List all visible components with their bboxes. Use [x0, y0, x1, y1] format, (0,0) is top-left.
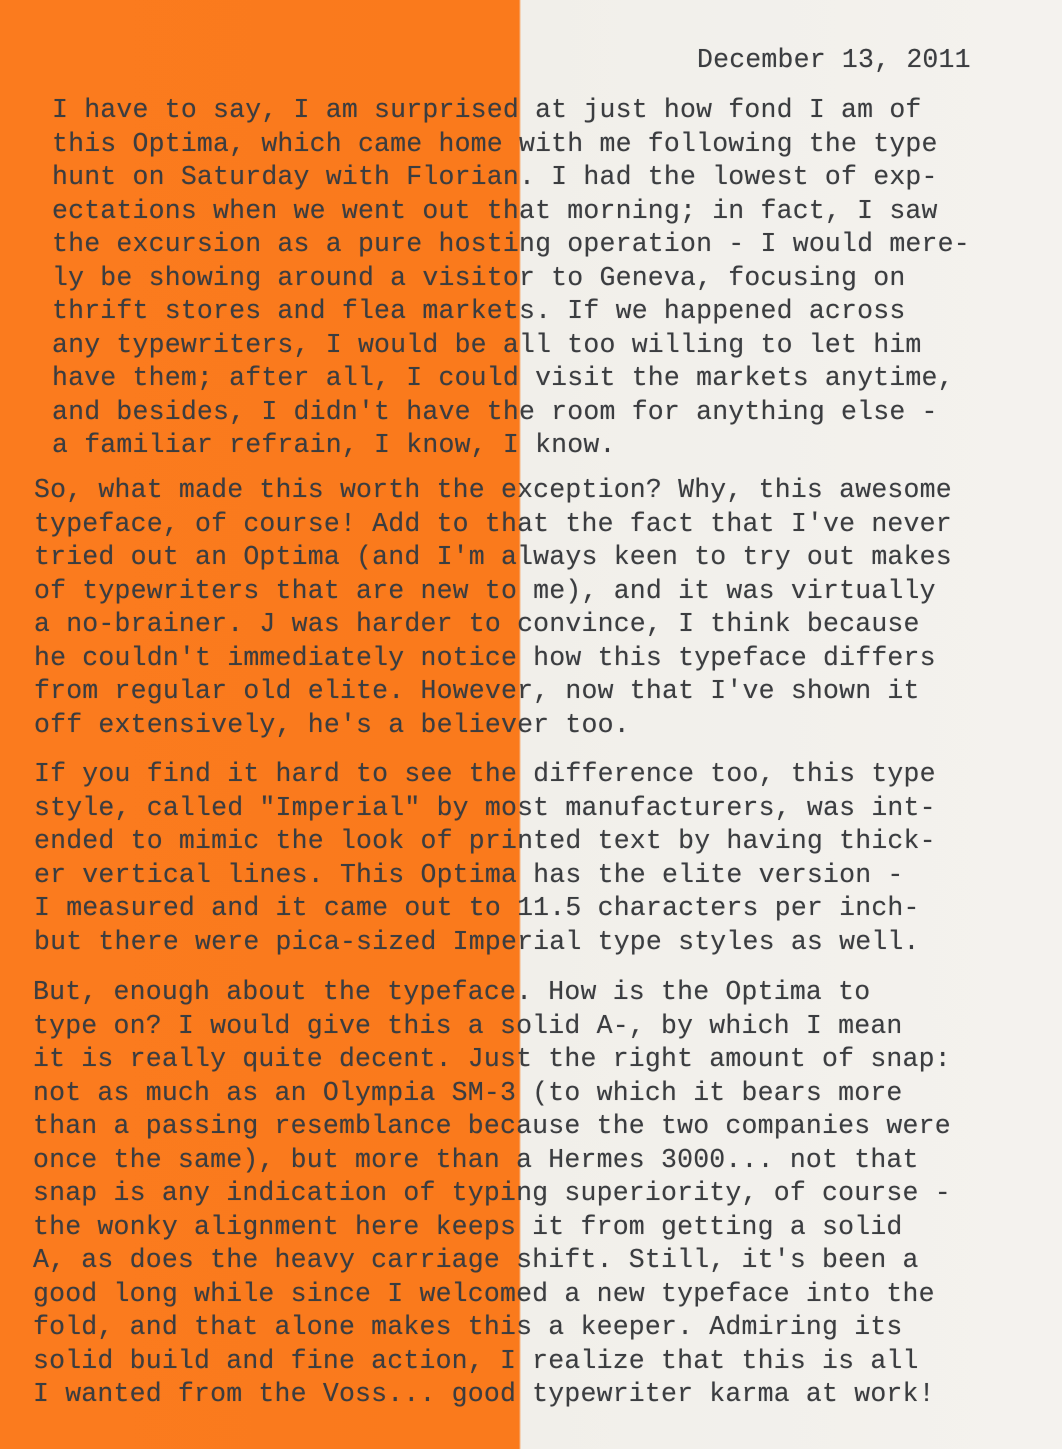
text-line: he couldn't immediately notice how this typeface differs — [34, 642, 936, 673]
text-line: ly be showing around a visitor to Geneva, focusing on — [52, 262, 906, 293]
text-line: and besides, I didn't have the room for anything else - — [52, 396, 938, 427]
text-line: thrift stores and flea markets. If we happened across — [52, 296, 906, 326]
text-line: But, enough about the typeface. How is the Optima to — [33, 977, 871, 1007]
text-line: any typewriters, I would be all too willing to let him — [52, 329, 922, 360]
text-line: the wonky alignment here keeps it from getting a solid — [33, 1211, 903, 1242]
text-line: the excursion as a pure hosting operation - I would mere- — [52, 229, 970, 259]
text-line: once the same), but more than a Hermes 3000... not that — [33, 1144, 919, 1175]
text-line: ended to mimic the look of printed text by having thick- — [34, 826, 936, 856]
text-line: er vertical lines. This Optima has the elite version - — [34, 859, 904, 890]
text-line: I have to say, I am surprised at just how fond I am of — [52, 95, 922, 125]
text-line: than a passing resemblance because the two companies were — [33, 1111, 951, 1141]
paragraph-2 — [34, 474, 1062, 742]
text-line: not as much as an Olympia SM-3 (to which it bears more — [33, 1077, 903, 1108]
text-line: good long while since I welcomed a new typeface into the — [33, 1278, 935, 1309]
text-line: fold, and that alone makes this a keeper. Admiring its — [33, 1312, 903, 1342]
text-line: but there were pica-sized Imperial type styles as well. — [34, 926, 920, 957]
paragraph-4 — [33, 976, 1062, 1412]
text-line: I wanted from the Voss... good typewriter karma at work! — [33, 1379, 935, 1409]
text-line: style, called "Imperial" by most manufacturers, was int- — [34, 792, 936, 823]
text-line: a familiar refrain, I know, I know. — [52, 430, 616, 460]
text-line: this Optima, which came home with me following the type — [52, 128, 938, 159]
text-line: type on? I would give this a solid A-, by which I mean — [33, 1010, 903, 1041]
text-line: solid build and fine action, I realize that this is all — [33, 1345, 919, 1376]
paragraph-3 — [34, 758, 1062, 959]
text-line: hunt on Saturday with Florian. I had the lowest of exp- — [52, 162, 938, 192]
text-line: typeface, of course! Add to that the fact that I've never — [34, 508, 952, 539]
letter-date: December 13, 2011 — [697, 45, 971, 75]
text-line: So, what made this worth the exception? Why, this awesome — [34, 475, 952, 505]
paragraph-1 — [52, 94, 1062, 463]
text-line: snap is any indication of typing superiority, of course - — [33, 1178, 951, 1208]
text-line: of typewriters that are new to me), and it was virtually — [34, 575, 936, 606]
text-line: off extensively, he's a believer too. — [34, 709, 630, 740]
text-line: ectations when we went out that morning; in fact, I saw — [52, 195, 938, 226]
text-line: have them; after all, I could visit the markets anytime, — [52, 363, 954, 393]
text-line: a no-brainer. J was harder to convince, I think because — [34, 609, 920, 639]
text-line: I measured and it came out to 11.5 characters per inch- — [34, 893, 920, 923]
text-line: from regular old elite. However, now that I've shown it — [34, 676, 920, 706]
text-line: it is really quite decent. Just the right amount of snap: — [33, 1044, 951, 1074]
text-line: tried out an Optima (and I'm always keen to try out makes — [34, 542, 952, 572]
text-line: If you find it hard to see the difference too, this type — [34, 759, 936, 789]
text-line: A, as does the heavy carriage shift. Still, it's been a — [33, 1245, 919, 1275]
